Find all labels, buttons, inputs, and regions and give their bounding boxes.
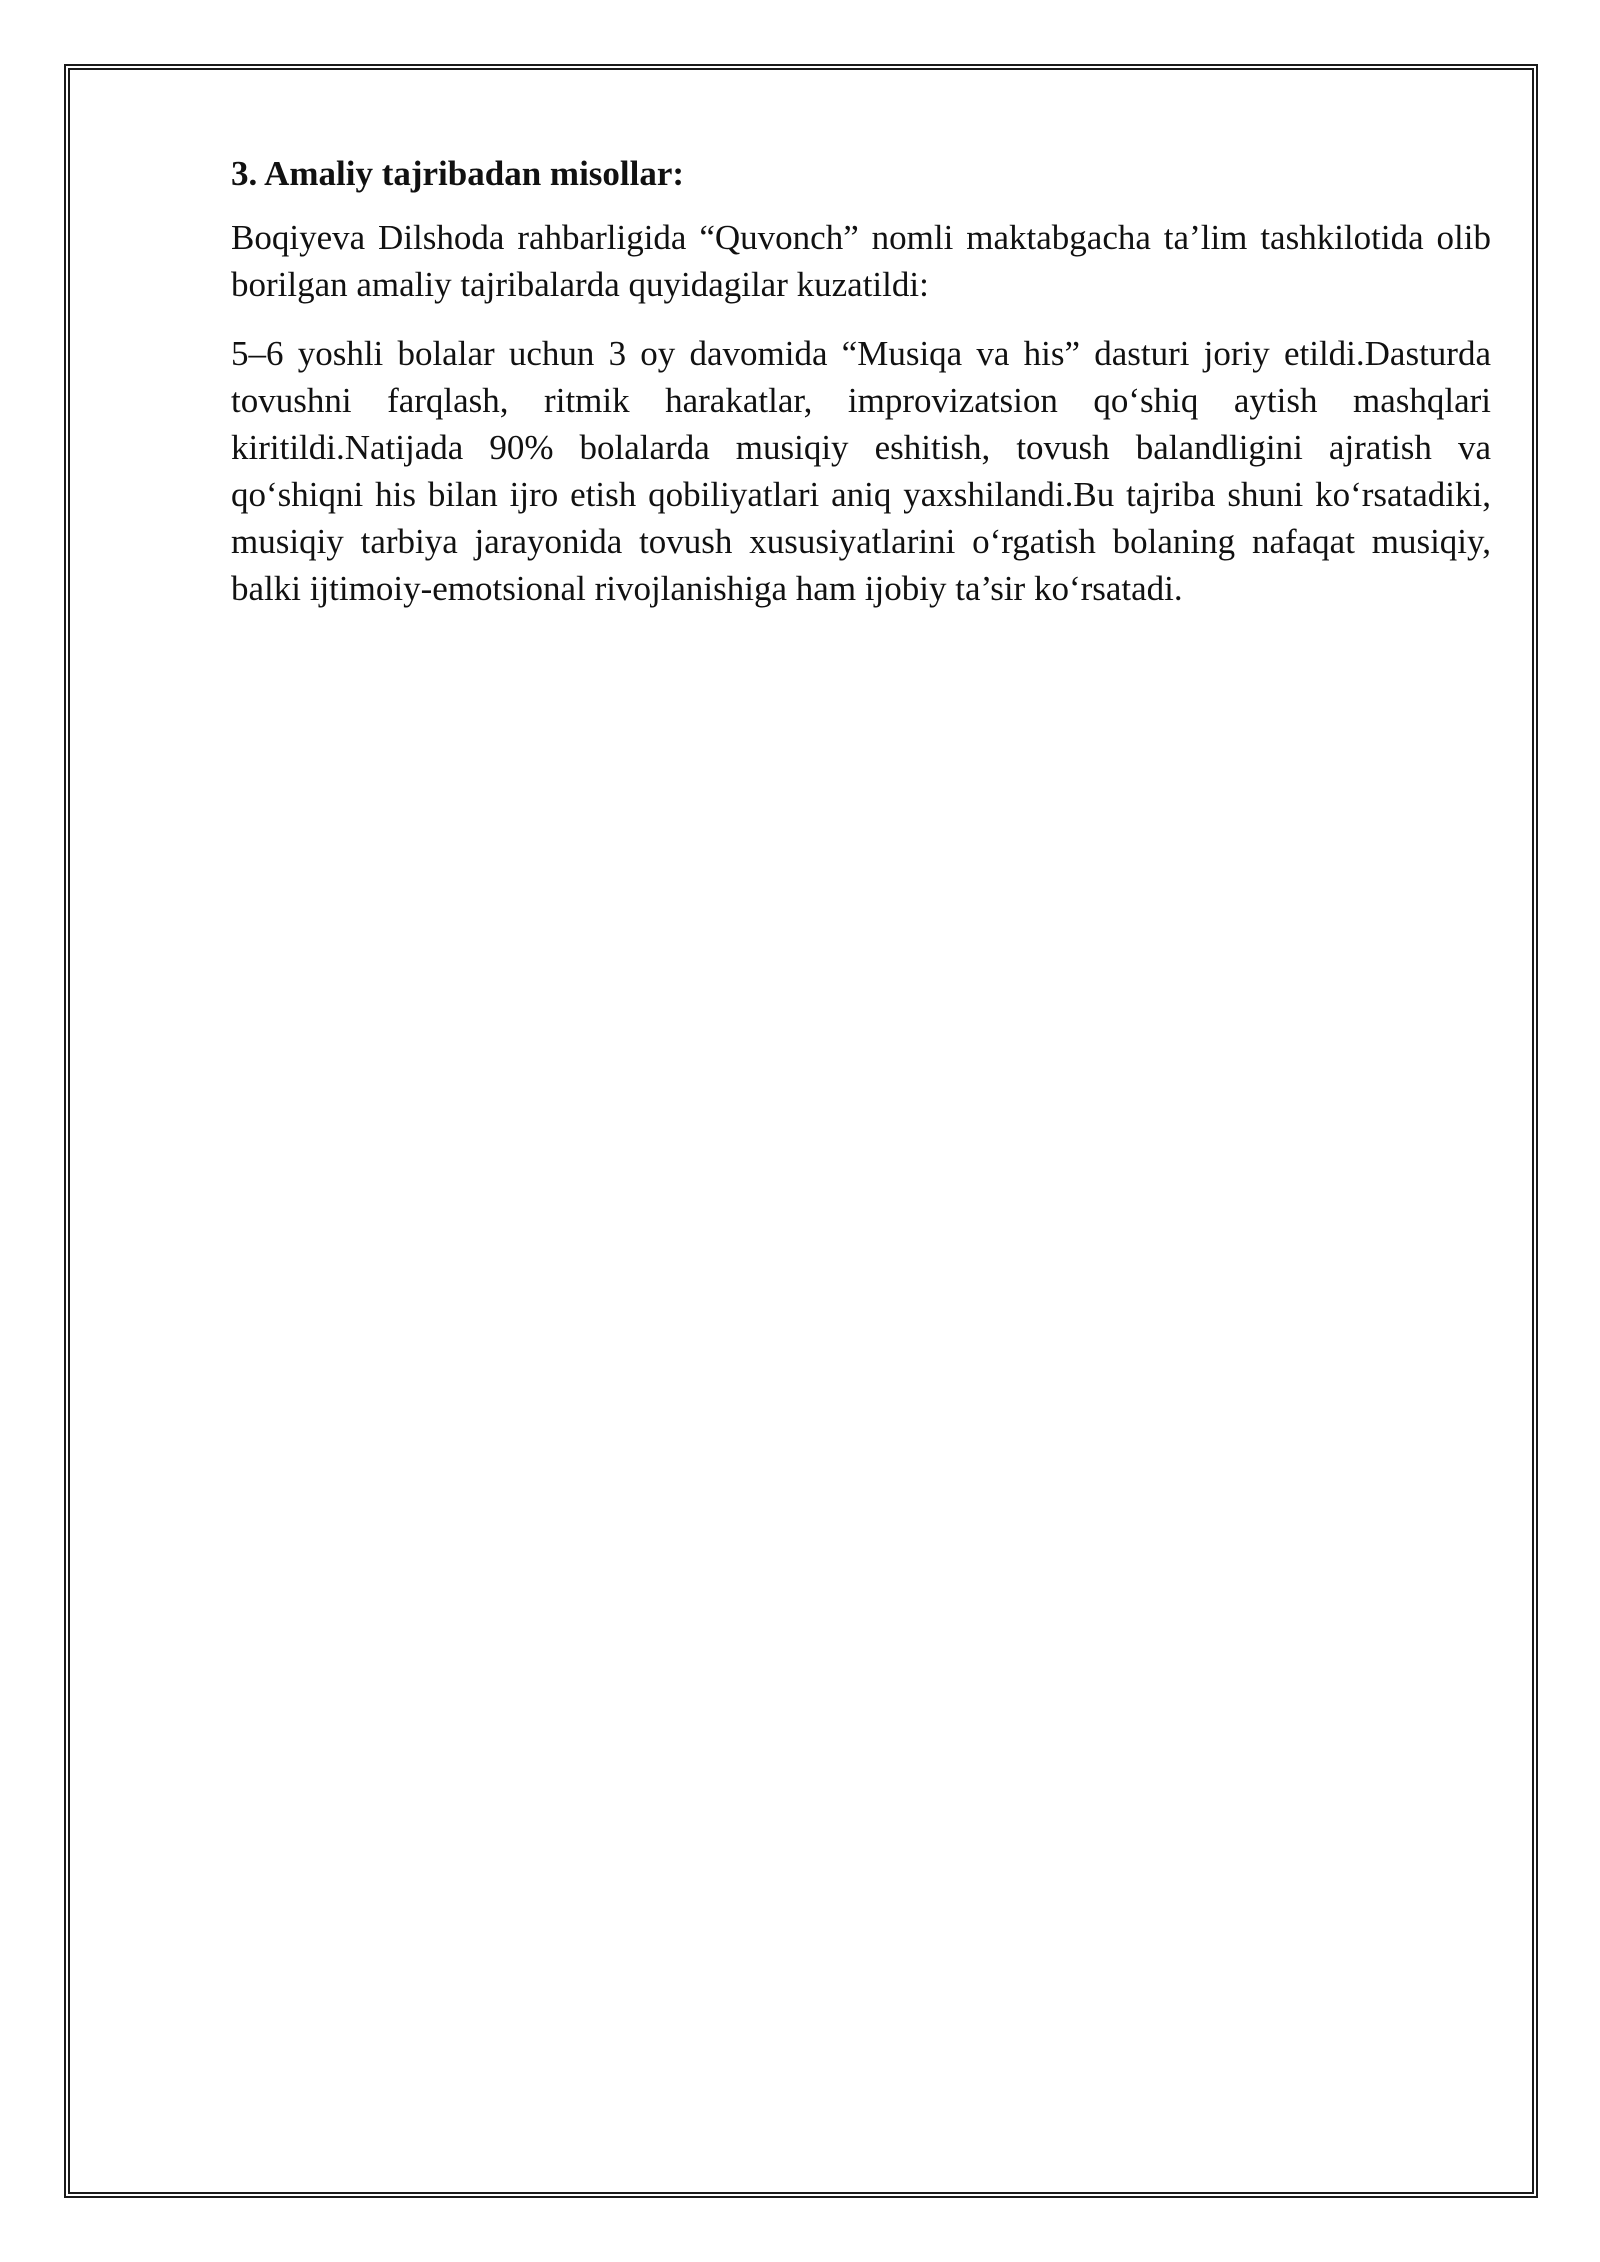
intro-paragraph: Boqiyeva Dilshoda rahbarligida “Quvonch” nomli maktabgacha ta’lim tashkilotida olib borilgan amaliy tajribalarda quyidagilar kuzatildi:	[231, 218, 1491, 304]
section-heading: 3. Amaliy tajribadan misollar:	[231, 154, 685, 193]
document-body	[231, 150, 1491, 634]
body-paragraph: 5–6 yoshli bolalar uchun 3 oy davomida “Musiqa va his” dasturi joriy etildi.Dasturda tovushni farqlash, ritmik harakatlar, improvizatsion qo‘shiq aytish mashqlari kiritildi.Natijada 90% bolalarda musiqiy eshitish, tovush balandligini ajratish va qo‘shiqni his bilan ijro etish qobiliyatlari aniq yaxshilandi.Bu tajriba shuni ko‘rsatadiki, musiqiy tarbiya jarayonida tovush xususiyatlarini o‘rgatish bolaning nafaqat musiqiy, balki ijtimoiy-emotsional rivojlanishiga ham ijobiy ta’sir ko‘rsatadi.	[231, 334, 1491, 608]
